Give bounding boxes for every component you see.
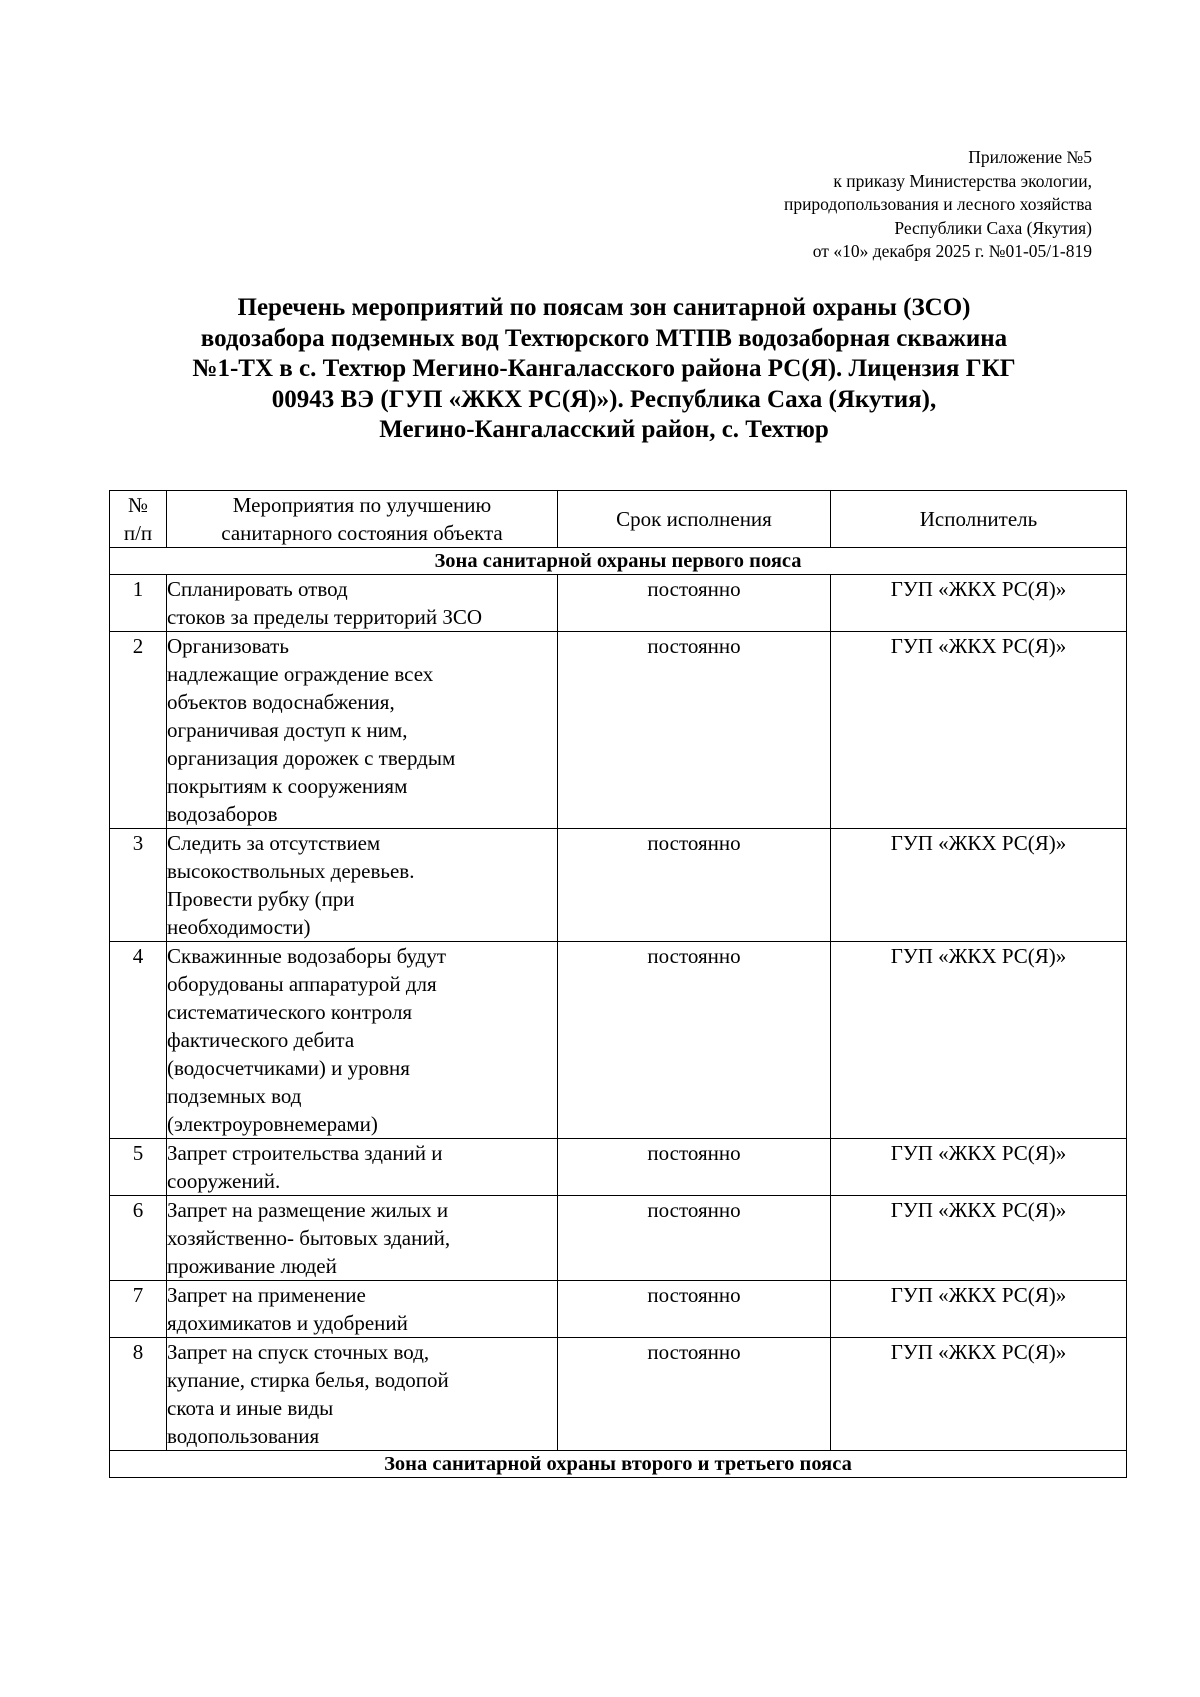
row-action-line: Запрет на размещение жилых и bbox=[167, 1198, 449, 1222]
zone-row bbox=[110, 548, 1127, 575]
title-line: Мегино-Кангаласский район, с. Техтюр bbox=[379, 416, 829, 443]
row-number: 8 bbox=[110, 1338, 167, 1451]
row-action-line: необходимости) bbox=[167, 915, 311, 939]
row-action-line: Запрет строительства зданий и bbox=[167, 1141, 443, 1165]
row-action-line: Провести рубку (при bbox=[167, 887, 355, 911]
document-title bbox=[140, 293, 1068, 446]
row-action-line: организация дорожек с твердым bbox=[167, 746, 456, 770]
row-action bbox=[167, 575, 558, 632]
row-action-line: водозаборов bbox=[167, 802, 278, 826]
row-action-line: надлежащие ограждение всех bbox=[167, 662, 434, 686]
appendix-line: природопользования и лесного хозяйства bbox=[783, 194, 1092, 214]
table-row bbox=[110, 1196, 1127, 1281]
table-row bbox=[110, 1338, 1127, 1451]
row-executor: ГУП «ЖКХ РС(Я)» bbox=[831, 942, 1127, 1139]
zone2-title: Зона санитарной охраны второго и третьего пояса bbox=[110, 1451, 1127, 1478]
row-action-line: проживание людей bbox=[167, 1254, 337, 1278]
row-action-line: сооружений. bbox=[167, 1169, 281, 1193]
row-action bbox=[167, 632, 558, 829]
row-number: 6 bbox=[110, 1196, 167, 1281]
title-line: водозабора подземных вод Техтюрского МТПВ водозаборная скважина bbox=[200, 324, 1008, 352]
row-term: постоянно bbox=[558, 829, 831, 942]
row-action bbox=[167, 829, 558, 942]
row-action bbox=[167, 1196, 558, 1281]
row-action-line: Запрет на спуск сточных вод, bbox=[167, 1340, 430, 1364]
appendix-line: к приказу Министерства экологии, bbox=[833, 170, 1092, 191]
row-action-line: скота и иные виды bbox=[167, 1396, 334, 1420]
row-action-line: Следить за отсутствием bbox=[167, 831, 381, 855]
table-row bbox=[110, 1139, 1127, 1196]
row-action-line: Спланировать отвод bbox=[167, 577, 348, 601]
header-num-line: № bbox=[127, 493, 149, 517]
row-action bbox=[167, 942, 558, 1139]
header-term: Срок исполнения bbox=[558, 491, 831, 548]
title-line: №1-ТХ в с. Техтюр Мегино-Кангаласского района РС(Я). Лицензия ГКГ bbox=[192, 355, 1016, 382]
row-number: 5 bbox=[110, 1139, 167, 1196]
row-action bbox=[167, 1139, 558, 1196]
row-number: 4 bbox=[110, 942, 167, 1139]
row-action-line: оборудованы аппаратурой для bbox=[167, 972, 437, 996]
row-term: постоянно bbox=[558, 1281, 831, 1338]
row-executor: ГУП «ЖКХ РС(Я)» bbox=[831, 575, 1127, 632]
row-action-line: высокоствольных деревьев. bbox=[167, 859, 415, 883]
row-action-line: Запрет на применение bbox=[167, 1283, 366, 1307]
row-action-line: (электроуровнемерами) bbox=[167, 1112, 378, 1136]
row-action-line: систематического контроля bbox=[167, 1000, 413, 1024]
table-row bbox=[110, 575, 1127, 632]
row-action-line: ограничивая доступ к ним, bbox=[167, 718, 408, 742]
header-num bbox=[110, 491, 167, 548]
header-num-line: п/п bbox=[123, 521, 153, 545]
row-action-line: объектов водоснабжения, bbox=[167, 690, 395, 714]
row-number: 3 bbox=[110, 829, 167, 942]
row-action-line: Скважинные водозаборы будут bbox=[167, 944, 447, 968]
header-action-line: санитарного состояния объекта bbox=[221, 521, 503, 545]
zone-row bbox=[110, 1451, 1127, 1478]
header-executor: Исполнитель bbox=[831, 491, 1127, 548]
row-executor: ГУП «ЖКХ РС(Я)» bbox=[831, 632, 1127, 829]
row-action-line: стоков за пределы территорий ЗСО bbox=[167, 605, 483, 629]
header-action-line: Мероприятия по улучшению bbox=[232, 493, 492, 517]
header-action bbox=[167, 491, 558, 548]
appendix-line: Республики Саха (Якутия) bbox=[894, 217, 1092, 238]
appendix-line: Приложение №5 bbox=[968, 147, 1092, 167]
row-executor: ГУП «ЖКХ РС(Я)» bbox=[831, 1139, 1127, 1196]
zone1-title: Зона санитарной охраны первого пояса bbox=[110, 548, 1127, 575]
row-number: 2 bbox=[110, 632, 167, 829]
table-header-row bbox=[110, 491, 1127, 548]
appendix-reference bbox=[572, 146, 1092, 264]
row-action-line: купание, стирка белья, водопой bbox=[167, 1368, 449, 1392]
row-action-line: водопользования bbox=[167, 1424, 320, 1448]
measures-table bbox=[109, 490, 1127, 1478]
row-action-line: подземных вод bbox=[167, 1084, 302, 1108]
row-executor: ГУП «ЖКХ РС(Я)» bbox=[831, 1281, 1127, 1338]
row-number: 1 bbox=[110, 575, 167, 632]
title-line: 00943 ВЭ (ГУП «ЖКХ РС(Я)»). Республика Саха (Якутия), bbox=[271, 385, 937, 413]
row-number: 7 bbox=[110, 1281, 167, 1338]
row-action bbox=[167, 1338, 558, 1451]
table-row bbox=[110, 1281, 1127, 1338]
table-row bbox=[110, 829, 1127, 942]
row-term: постоянно bbox=[558, 1338, 831, 1451]
row-action-line: (водосчетчиками) и уровня bbox=[167, 1056, 410, 1080]
appendix-line: от «10» декабря 2025 г. №01-05/1-819 bbox=[812, 241, 1092, 261]
row-action-line: Организовать bbox=[167, 634, 289, 658]
row-term: постоянно bbox=[558, 942, 831, 1139]
row-executor: ГУП «ЖКХ РС(Я)» bbox=[831, 829, 1127, 942]
row-executor: ГУП «ЖКХ РС(Я)» bbox=[831, 1196, 1127, 1281]
title-line: Перечень мероприятий по поясам зон санитарной охраны (ЗСО) bbox=[237, 294, 971, 321]
row-action bbox=[167, 1281, 558, 1338]
table-row bbox=[110, 942, 1127, 1139]
row-term: постоянно bbox=[558, 575, 831, 632]
row-action-line: покрытиям к сооружениям bbox=[167, 774, 408, 798]
row-executor: ГУП «ЖКХ РС(Я)» bbox=[831, 1338, 1127, 1451]
row-term: постоянно bbox=[558, 1196, 831, 1281]
row-action-line: фактического дебита bbox=[167, 1028, 355, 1052]
table-row bbox=[110, 632, 1127, 829]
row-term: постоянно bbox=[558, 1139, 831, 1196]
row-action-line: хозяйственно- бытовых зданий, bbox=[167, 1226, 451, 1250]
row-action-line: ядохимикатов и удобрений bbox=[167, 1311, 408, 1335]
row-term: постоянно bbox=[558, 632, 831, 829]
